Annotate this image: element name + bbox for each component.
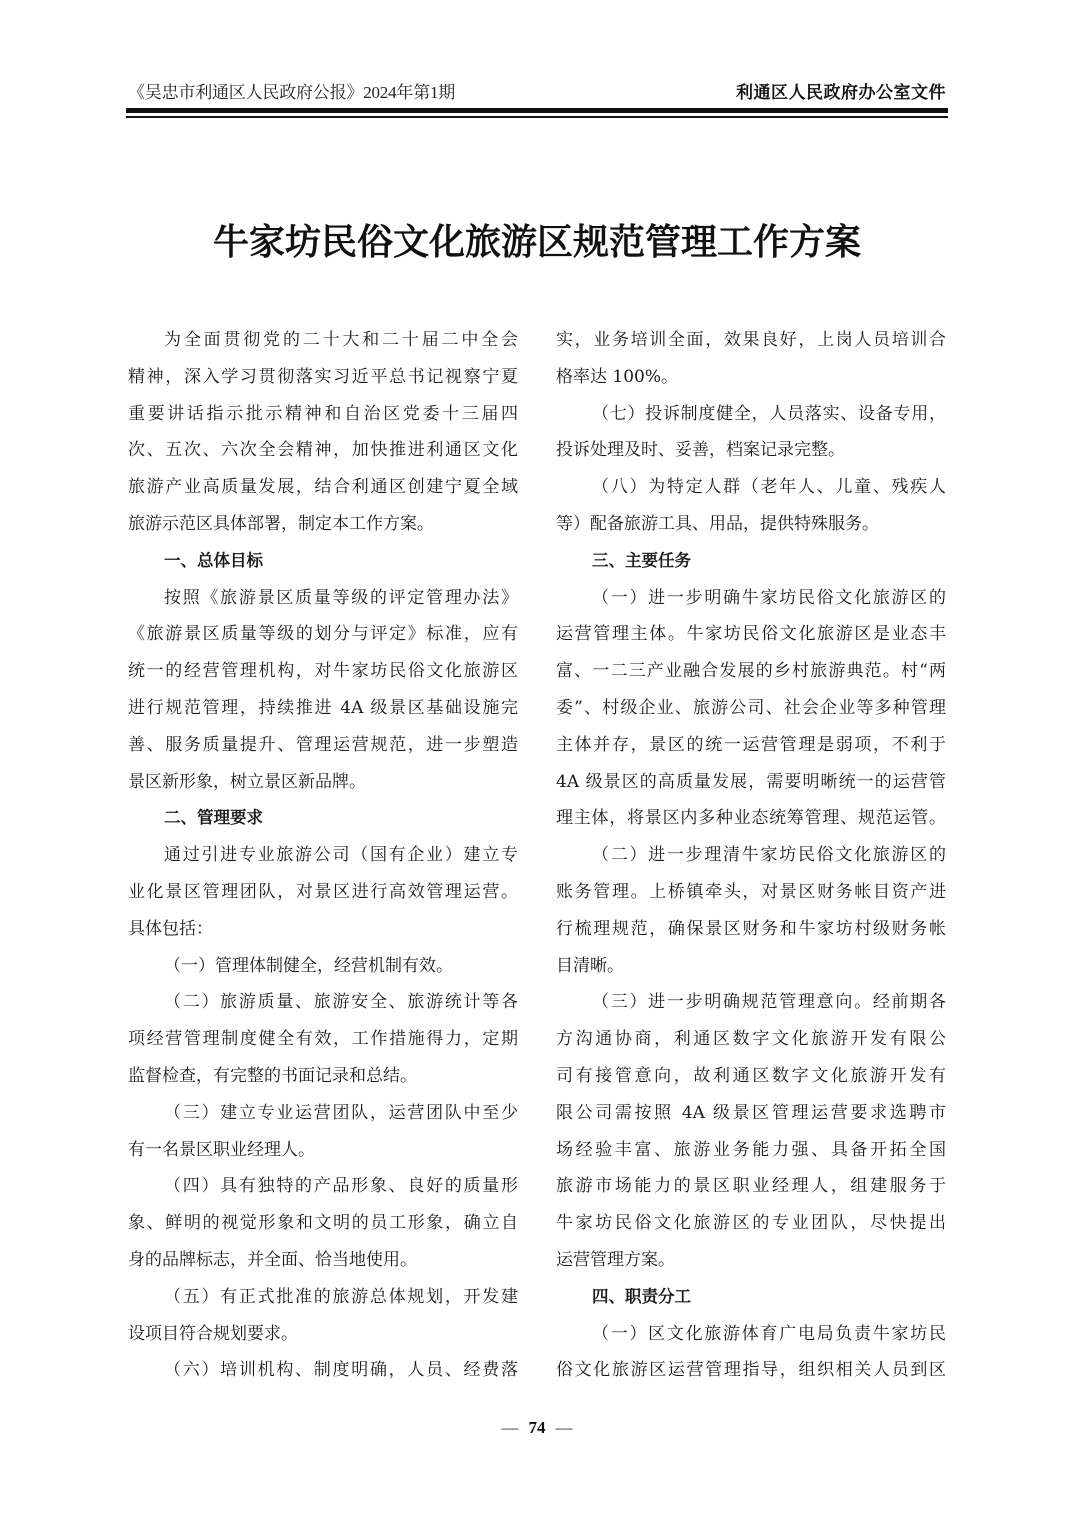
text-line: 有一名景区职业经理人。 xyxy=(128,1139,315,1160)
text-line: 投诉处理及时、妥善，档案记录完整。 xyxy=(556,440,845,461)
text-line: 善、服务质量提升、管理运营规范，进一步塑造 xyxy=(128,734,518,755)
text-line: 运营管理方案。 xyxy=(556,1249,675,1270)
text-line: 富、一二三产业融合发展的乡村旅游典范。村“两 xyxy=(556,661,946,682)
text-line: 为全面贯彻党的二十大和二十届二中全会 xyxy=(164,330,518,350)
text-line: 行梳理规范，确保景区财务和牛家坊村级财务帐 xyxy=(556,918,946,939)
text-line: （一）进一步明确牛家坊民俗文化旅游区的 xyxy=(592,587,946,608)
footer-dash-left: — xyxy=(501,1418,519,1437)
text-line: 项经营管理制度健全有效，工作措施得力，定期 xyxy=(128,1029,518,1050)
text-line: （三）进一步明确规范管理意向。经前期各 xyxy=(592,992,946,1013)
page-footer xyxy=(0,1418,1074,1438)
text-line: 旅游产业高质量发展，结合利通区创建宁夏全域 xyxy=(128,477,518,498)
text-line: 进行规范管理，持续推进 4A 级景区基础设施完 xyxy=(128,697,518,718)
text-line: 场经验丰富、旅游业务能力强、具备开拓全国 xyxy=(556,1139,946,1160)
footer-dash-right: — xyxy=(555,1418,573,1437)
text-line: 按照《旅游景区质量等级的评定管理办法》 xyxy=(164,587,518,608)
text-line: 通过引进专业旅游公司（国有企业）建立专 xyxy=(164,845,518,866)
text-line: 4A 级景区的高质量发展，需要明晰统一的运营管 xyxy=(556,771,946,792)
header-rule-thin xyxy=(126,116,948,118)
text-line: 具体包括： xyxy=(128,918,213,939)
header-rule-thick xyxy=(126,108,948,113)
text-line: 实，业务培训全面，效果良好，上岗人员培训合 xyxy=(556,330,946,350)
text-line: （七）投诉制度健全，人员落实、设备专用， xyxy=(592,403,946,424)
text-line: 监督检查，有完整的书面记录和总结。 xyxy=(128,1065,417,1086)
text-line: 司有接管意向，故利通区数字文化旅游开发有 xyxy=(556,1065,946,1086)
section-heading: 二、管理要求 xyxy=(164,808,263,828)
text-line: 主体并存，景区的统一运营管理是弱项，不利于 xyxy=(556,734,946,755)
text-line: （五）有正式批准的旅游总体规划，开发建 xyxy=(164,1286,518,1307)
section-heading: 一、总体目标 xyxy=(164,550,263,570)
section-heading: 四、职责分工 xyxy=(592,1286,691,1306)
text-line: 《旅游景区质量等级的划分与评定》标准，应有 xyxy=(128,624,518,645)
text-line: 业化景区管理团队，对景区进行高效管理运营。 xyxy=(128,881,518,902)
text-line: 方沟通协商，利通区数字文化旅游开发有限公 xyxy=(556,1029,946,1050)
text-line: 旅游示范区具体部署，制定本工作方案。 xyxy=(128,513,434,534)
text-line: 统一的经营管理机构，对牛家坊民俗文化旅游区 xyxy=(128,661,518,682)
text-line: 设项目符合规划要求。 xyxy=(128,1323,298,1344)
text-line: （二）进一步理清牛家坊民俗文化旅游区的 xyxy=(592,845,946,866)
text-line: 等）配备旅游工具、用品，提供特殊服务。 xyxy=(556,513,879,534)
text-line: 重要讲话指示批示精神和自治区党委十三届四 xyxy=(128,403,518,424)
left-column xyxy=(128,322,518,1389)
text-line: 理主体，将景区内多种业态统筹管理、规范运管。 xyxy=(556,808,946,829)
text-line: （八）为特定人群（老年人、儿童、残疾人 xyxy=(592,477,946,498)
text-line: 象、鲜明的视觉形象和文明的员工形象，确立自 xyxy=(128,1213,518,1234)
text-line: 旅游市场能力的景区职业经理人，组建服务于 xyxy=(556,1176,946,1197)
journal-header: 《吴忠市利通区人民政府公报》2024年第1期 xyxy=(128,83,456,102)
page-number: 74 xyxy=(528,1418,546,1437)
text-line: 委”、村级企业、旅游公司、社会企业等多种管理 xyxy=(556,697,946,718)
text-line: （一）区文化旅游体育广电局负责牛家坊民 xyxy=(592,1323,946,1344)
text-line: （二）旅游质量、旅游安全、旅游统计等各 xyxy=(164,992,518,1013)
text-line: 俗文化旅游区运营管理指导，组织相关人员到区 xyxy=(556,1360,946,1381)
text-line: （四）具有独特的产品形象、良好的质量形 xyxy=(164,1176,518,1197)
document-title: 牛家坊民俗文化旅游区规范管理工作方案 xyxy=(212,221,861,263)
text-line: 次、五次、六次全会精神，加快推进利通区文化 xyxy=(128,440,518,461)
text-line: 限公司需按照 4A 级景区管理运营要求选聘市 xyxy=(556,1102,946,1123)
text-line: 运营管理主体。牛家坊民俗文化旅游区是业态丰 xyxy=(556,624,946,645)
text-line: （一）管理体制健全，经营机制有效。 xyxy=(164,955,453,976)
text-line: 景区新形象，树立景区新品牌。 xyxy=(128,771,366,792)
text-line: 牛家坊民俗文化旅游区的专业团队，尽快提出 xyxy=(556,1213,946,1234)
text-line: 身的品牌标志，并全面、恰当地使用。 xyxy=(128,1249,417,1270)
issuer-header: 利通区人民政府办公室文件 xyxy=(736,83,946,103)
text-line: （六）培训机构、制度明确，人员、经费落 xyxy=(164,1360,518,1381)
text-line: （三）建立专业运营团队，运营团队中至少 xyxy=(164,1102,518,1123)
right-column xyxy=(556,322,946,1389)
text-line: 格率达 100%。 xyxy=(556,366,679,387)
text-line: 账务管理。上桥镇牵头，对景区财务帐目资产进 xyxy=(556,881,946,902)
text-line: 精神，深入学习贯彻落实习近平总书记视察宁夏 xyxy=(128,366,518,387)
text-line: 目清晰。 xyxy=(556,955,624,976)
section-heading: 三、主要任务 xyxy=(592,550,691,570)
